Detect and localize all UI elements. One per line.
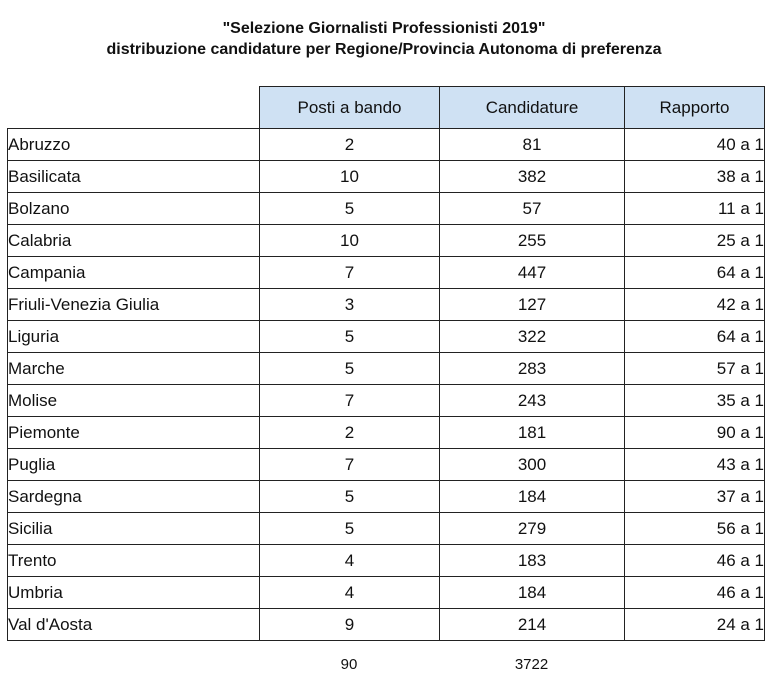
- table-row: [8, 353, 765, 385]
- table-row: [8, 321, 765, 353]
- region-cell: Puglia: [8, 449, 260, 481]
- table-row: [8, 257, 765, 289]
- page-subtitle: distribuzione candidature per Regione/Provincia Autonoma di preferenza: [106, 41, 662, 58]
- table-row: [8, 417, 765, 449]
- candidature-table: [7, 86, 765, 641]
- region-cell: Sardegna: [8, 481, 260, 513]
- region-cell: Molise: [8, 385, 260, 417]
- region-cell: Abruzzo: [8, 129, 260, 161]
- region-cell: Basilicata: [8, 161, 260, 193]
- rapporto-cell: 56 a 1: [625, 513, 765, 545]
- table-row: [8, 545, 765, 577]
- candidature-cell: 382: [440, 161, 625, 193]
- posti-cell: 5: [260, 321, 440, 353]
- candidature-cell: 322: [440, 321, 625, 353]
- candidature-cell: 243: [440, 385, 625, 417]
- posti-cell: 10: [260, 225, 440, 257]
- candidature-cell: 279: [440, 513, 625, 545]
- table-row: [8, 193, 765, 225]
- rapporto-cell: 57 a 1: [625, 353, 765, 385]
- posti-cell: 5: [260, 353, 440, 385]
- header-corner: [8, 87, 260, 129]
- region-cell: Trento: [8, 545, 260, 577]
- posti-cell: 4: [260, 577, 440, 609]
- posti-cell: 9: [260, 609, 440, 641]
- header-candidature: Candidature: [440, 87, 625, 129]
- region-cell: Calabria: [8, 225, 260, 257]
- region-cell: Marche: [8, 353, 260, 385]
- region-cell: Sicilia: [8, 513, 260, 545]
- posti-cell: 3: [260, 289, 440, 321]
- posti-cell: 5: [260, 481, 440, 513]
- table-row: [8, 161, 765, 193]
- posti-cell: 5: [260, 513, 440, 545]
- candidature-cell: 184: [440, 481, 625, 513]
- rapporto-cell: 35 a 1: [625, 385, 765, 417]
- table-row: [8, 513, 765, 545]
- rapporto-cell: 46 a 1: [625, 545, 765, 577]
- table-row: [8, 481, 765, 513]
- candidature-cell: 184: [440, 577, 625, 609]
- posti-cell: 2: [260, 417, 440, 449]
- candidature-cell: 300: [440, 449, 625, 481]
- candidature-cell: 181: [440, 417, 625, 449]
- posti-cell: 5: [260, 193, 440, 225]
- candidature-cell: 183: [440, 545, 625, 577]
- region-cell: Umbria: [8, 577, 260, 609]
- rapporto-cell: 42 a 1: [625, 289, 765, 321]
- header-posti: Posti a bando: [260, 87, 440, 129]
- table-row: [8, 609, 765, 641]
- rapporto-cell: 43 a 1: [625, 449, 765, 481]
- table-row: [8, 225, 765, 257]
- candidature-cell: 214: [440, 609, 625, 641]
- header-row: [8, 87, 765, 129]
- region-cell: Bolzano: [8, 193, 260, 225]
- candidature-cell: 255: [440, 225, 625, 257]
- region-cell: Liguria: [8, 321, 260, 353]
- rapporto-cell: 46 a 1: [625, 577, 765, 609]
- candidature-cell: 447: [440, 257, 625, 289]
- posti-cell: 4: [260, 545, 440, 577]
- table-row: [8, 129, 765, 161]
- rapporto-cell: 38 a 1: [625, 161, 765, 193]
- table-row: [8, 385, 765, 417]
- candidature-cell: 81: [440, 129, 625, 161]
- table-body: [8, 129, 765, 641]
- table-row: [8, 449, 765, 481]
- posti-cell: 10: [260, 161, 440, 193]
- region-cell: Friuli-Venezia Giulia: [8, 289, 260, 321]
- rapporto-cell: 11 a 1: [625, 193, 765, 225]
- candidature-cell: 127: [440, 289, 625, 321]
- posti-cell: 2: [260, 129, 440, 161]
- header-rapporto: Rapporto: [625, 87, 765, 129]
- table-row: [8, 289, 765, 321]
- posti-cell: 7: [260, 449, 440, 481]
- rapporto-cell: 40 a 1: [625, 129, 765, 161]
- rapporto-cell: 64 a 1: [625, 321, 765, 353]
- total-candidature: 3722: [514, 656, 549, 673]
- candidature-cell: 283: [440, 353, 625, 385]
- rapporto-cell: 24 a 1: [625, 609, 765, 641]
- rapporto-cell: 64 a 1: [625, 257, 765, 289]
- candidature-cell: 57: [440, 193, 625, 225]
- rapporto-cell: 90 a 1: [625, 417, 765, 449]
- region-cell: Piemonte: [8, 417, 260, 449]
- rapporto-cell: 37 a 1: [625, 481, 765, 513]
- table-header: [8, 87, 765, 129]
- table-row: [8, 577, 765, 609]
- total-posti: 90: [340, 656, 358, 673]
- rapporto-cell: 25 a 1: [625, 225, 765, 257]
- region-cell: Campania: [8, 257, 260, 289]
- posti-cell: 7: [260, 257, 440, 289]
- region-cell: Val d'Aosta: [8, 609, 260, 641]
- posti-cell: 7: [260, 385, 440, 417]
- page-title: "Selezione Giornalisti Professionisti 2019": [222, 20, 546, 37]
